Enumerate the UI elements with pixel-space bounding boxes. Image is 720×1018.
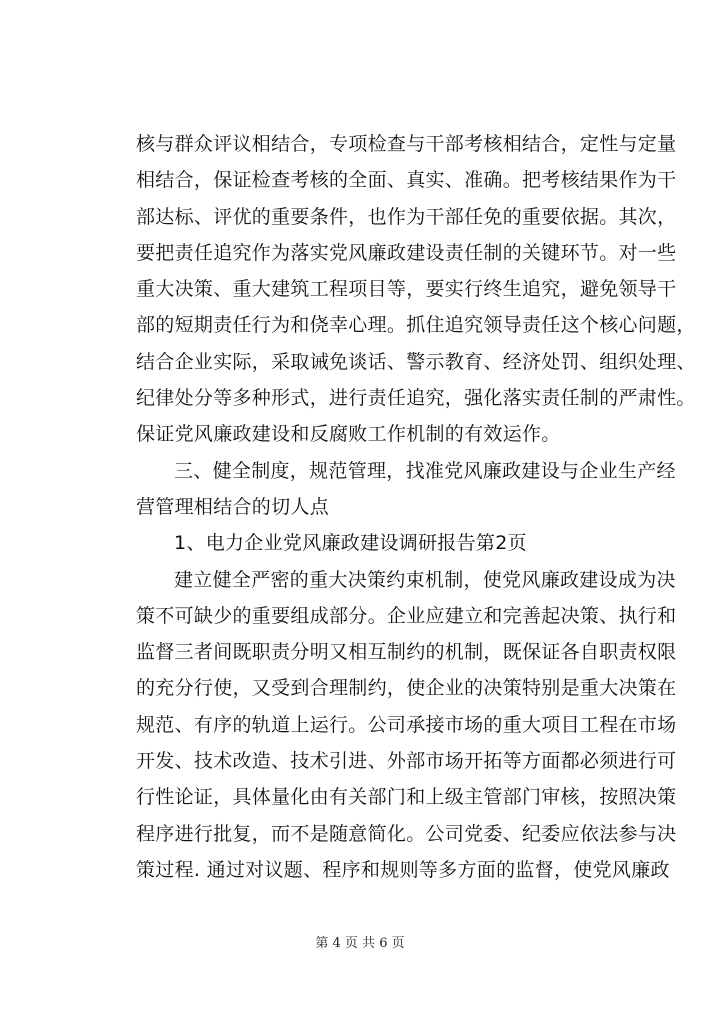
text-line: 重大决策、重大建筑工程项目等，要实行终生追究，避免领导干 — [136, 278, 677, 301]
text-line: 建立健全严密的重大决策约束机制，使党风廉政建设成为决 — [174, 568, 676, 591]
subheading-line: 1、电力企业党风廉政建设调研报告第2页 — [174, 532, 527, 555]
text-line: 纪律处分等多种形式，进行责任追究，强化落实责任制的严肃性。 — [136, 387, 696, 410]
text-line: 监督三者间既职责分明又相互制约的机制，既保证各自职责权限 — [136, 641, 677, 664]
text-line: 结合企业实际，采取诫免谈话、警示教育、经济处罚、组织处理、 — [136, 350, 696, 373]
body-text — [136, 126, 696, 888]
text-line: 策不可缺少的重要组成部分。企业应建立和完善起决策、执行和 — [136, 604, 677, 627]
text-line: 要把责任追究作为落实党风廉政建设责任制的关键环节。对一些 — [136, 241, 677, 264]
text-line: 程序进行批复，而不是随意简化。公司党委、纪委应依法参与决 — [136, 822, 677, 845]
text-line: 规范、有序的轨道上运行。公司承接市场的重大项目工程在市场 — [136, 713, 677, 736]
page-footer — [0, 932, 720, 951]
text-line: 相结合，保证检查考核的全面、真实、准确。把考核结果作为干 — [136, 169, 677, 192]
section-heading-line: 三、健全制度，规范管理，找准党风廉政建设与企业生产经 — [174, 459, 676, 482]
section-heading-line: 营管理相结合的切人点 — [136, 495, 330, 518]
text-line: 部达标、评优的重要条件，也作为干部任免的重要依据。其次， — [136, 205, 677, 228]
text-line: 核与群众评议相结合，专项检查与干部考核相结合，定性与定量 — [136, 133, 677, 155]
text-line: 的充分行使，又受到合理制约，使企业的决策特别是重大决策在 — [136, 677, 677, 700]
text-line: 开发、技术改造、技术引进、外部市场开拓等方面都必须进行可 — [136, 750, 677, 773]
page-number: 第 4 页 共 6 页 — [315, 936, 405, 951]
text-line: 部的短期责任行为和侥幸心理。抓住追究领导责任这个核心问题， — [136, 314, 696, 337]
text-line: 策过程. 通过对议题、程序和规则等多方面的监督，使党风廉政 — [136, 858, 670, 881]
text-line: 保证党风廉政建设和反腐败工作机制的有效运作。 — [136, 423, 561, 446]
text-line: 行性论证，具体量化由有关部门和上级主管部门审核，按照决策 — [136, 786, 677, 809]
